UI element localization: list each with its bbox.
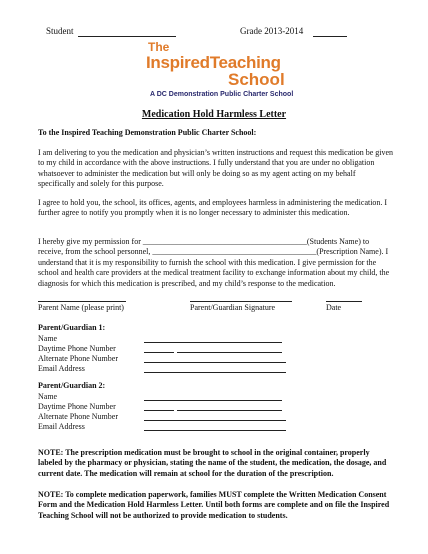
guardian-1-daytime-field-a[interactable] [144, 352, 174, 353]
student-label: Student [46, 26, 74, 36]
guardian-2-email-field[interactable] [144, 430, 286, 431]
paragraph-1: I am delivering to you the medication and physician’s written instructions and request this medication be given to my child in accordance with the above instructions. I fully understand that you are under no obligation whatsoever to administer the medication but will only be doing so as my agent acting on my behalf specifically and solely for this purpose. [38, 148, 394, 189]
note-paperwork: NOTE: To complete medication paperwork, families MUST complete the Written Medication Consent Form and the Medication Hold Harmless Letter. Until both forms are complete and on file the Inspired Teaching School will not be authorized to provide medication to students. [38, 490, 390, 520]
guardian-1-alternate-label: Alternate Phone Number [38, 354, 118, 363]
date-caption: Date [326, 303, 342, 312]
guardian-1-alternate-field[interactable] [144, 362, 286, 363]
letter-title: Medication Hold Harmless Letter [141, 109, 287, 120]
logo-inspired-teaching: InspiredTeaching [146, 53, 281, 72]
logo-school: School [228, 70, 285, 89]
parent-name-caption: Parent Name (please print) [38, 303, 124, 312]
guardian-1-heading: Parent/Guardian 1: [38, 323, 106, 332]
guardian-2-daytime-label: Daytime Phone Number [38, 402, 116, 411]
guardian-1-email-label: Email Address [38, 364, 85, 373]
guardian-2-daytime-field-b[interactable] [177, 410, 282, 411]
guardian-2-alternate-field[interactable] [144, 420, 286, 421]
salutation: To the Inspired Teaching Demonstration Public Charter School: [38, 128, 257, 137]
paragraph-2: I agree to hold you, the school, its offices, agents, and employees harmless in administering the medication. I further agree to notify you promptly when it is no longer necessary to administer this medication. [38, 198, 388, 218]
parent-signature-caption: Parent/Guardian Signature [190, 303, 276, 312]
grade-line [313, 36, 347, 37]
guardian-2-heading: Parent/Guardian 2: [38, 381, 106, 390]
parent-name-line [38, 301, 126, 302]
logo-the: The [148, 40, 170, 54]
grade-label: Grade 2013-2014 [240, 26, 304, 36]
logo-subtitle: A DC Demonstration Public Charter School [150, 91, 294, 98]
parent-signature-line [190, 301, 292, 302]
guardian-1-daytime-field-b[interactable] [177, 352, 282, 353]
guardian-2-alternate-label: Alternate Phone Number [38, 412, 118, 421]
guardian-1-daytime-label: Daytime Phone Number [38, 344, 116, 353]
note-prescription: NOTE: The prescription medication must be brought to school in the original container, properly labeled by the pharmacy or physician, stating the name of the student, the medication, the dosage, and current date. The medication will remain at school for the duration of the prescription. [38, 448, 387, 478]
guardian-2-name-field[interactable] [144, 400, 282, 401]
student-line [78, 36, 176, 37]
guardian-2-daytime-field-a[interactable] [144, 410, 174, 411]
guardian-1-name-field[interactable] [144, 342, 282, 343]
guardian-1-name-label: Name [38, 334, 58, 343]
guardian-1-email-field[interactable] [144, 372, 286, 373]
guardian-2-email-label: Email Address [38, 422, 85, 431]
paragraph-3: I hereby give my permission for _________________________________________(Students Name) to receive, from the school personnel, _________________________________________(Prescription Name). I understand that it is my responsibility to furnish the school with this medication. I give permission for the school and health care providers at the medical treatment facility to exchange information about my child, the diagnosis for which this medication is prescribed, and my child’s response to the medication. [38, 237, 390, 288]
date-line [326, 301, 362, 302]
guardian-2-name-label: Name [38, 392, 58, 401]
